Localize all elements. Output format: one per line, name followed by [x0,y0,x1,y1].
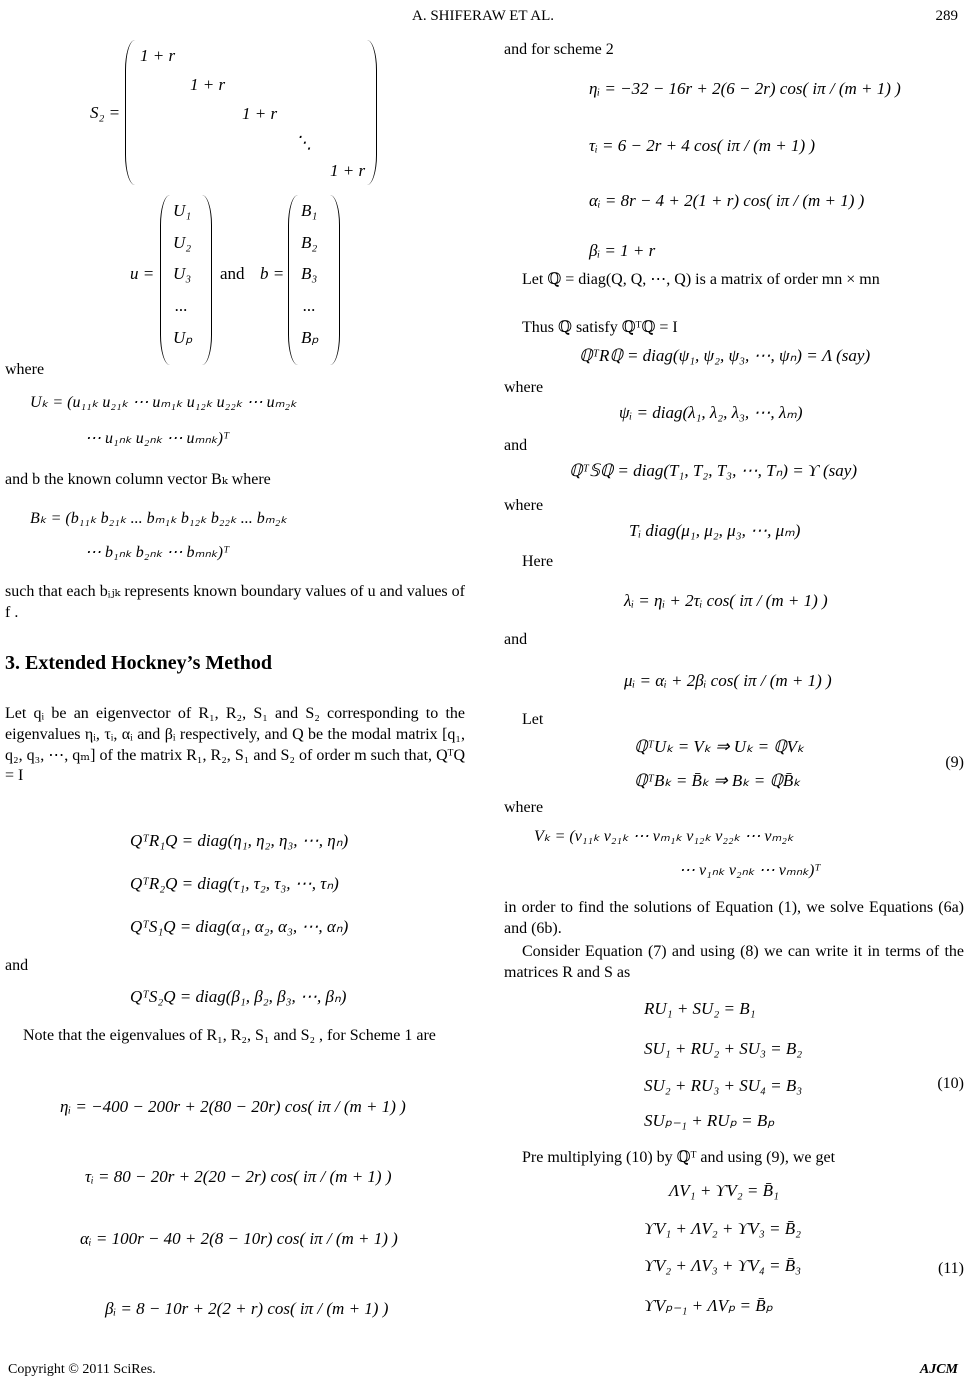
eq10-line-1: RU₁ + SU₂ = B₁ [644,999,756,1018]
known-column-vector-text: and b the known column vector Bₖ where [5,471,271,488]
where-a: where [504,379,544,396]
eq10-line-4: SUₚ₋₁ + RUₚ = Bₚ [644,1111,775,1130]
b-label: b = [260,264,285,283]
uk-definition-line-2: ⋯ u₁ₙₖ u₂ₙₖ ⋯ uₘₙₖ)ᵀ [85,430,230,447]
page-header [0,8,966,28]
eq-s2-diag: QᵀS₂Q = diag(β₁, β₂, β₃, ⋯, βₙ) [130,987,347,1006]
boundary-values-text: such that each bᵢⱼₖ represents known boundary values of u and values of f . [5,583,465,621]
s2-row-3: 1 + r [242,104,278,123]
u-entry-1: U₁ [173,201,192,220]
eq-qrq: ℚᵀRℚ = diag(ψ₁, ψ₂, ψ₃, ⋯, ψₙ) = Λ (say) [579,346,871,365]
scheme1-tau: τᵢ = 80 − 20r + 2(20 − 2r) cos( iπ / (m + 1) ) [85,1167,392,1186]
and-word: and [220,264,245,283]
eq9-b: ℚᵀBₖ = B̄ₖ ⇒ Bₖ = ℚB̄ₖ [634,771,801,790]
eq9-number: (9) [945,754,964,771]
eigenvector-paragraph: Let qᵢ be an eigenvector of R₁, R₂, S₁ and S₂ corresponding to the eigenvalues ηᵢ, τᵢ, αᵢ and βᵢ respectively, and Q be the modal matrix [q₁, q₂, q₃, ⋯, qₘ] of the matrix R₁, R₂, S₁ and S₂ of order m such that, QᵀQ = I [5,705,465,785]
vk-definition-line-2: ⋯ v₁ₙₖ v₂ₙₖ ⋯ vₘₙₖ)ᵀ [679,862,821,879]
let-text: Let [522,711,544,728]
b-entry-3: B₃ [301,264,318,283]
eq10-line-2: SU₁ + RU₂ + SU₃ = B₂ [644,1039,803,1058]
uk-definition-line-1: Uₖ = (u₁₁ₖ u₂₁ₖ ⋯ uₘ₁ₖ u₁₂ₖ u₂₂ₖ ⋯ uₘ₂ₖ [30,394,297,411]
scheme2-alpha: αᵢ = 8r − 4 + 2(1 + r) cos( iπ / (m + 1) ) [589,191,865,210]
eq-s1-diag: QᵀS₁Q = diag(α₁, α₂, α₃, ⋯, αₙ) [130,917,349,936]
eq-t: Tᵢ diag(μ₁, μ₂, μ₃, ⋯, μₘ) [629,521,801,540]
consider-paragraph: Consider Equation (7) and using (8) we can write it in terms of the matrices R and S as [504,943,964,981]
thus-text: Thus ℚ satisfy ℚᵀℚ = I [522,319,678,336]
s2-matrix-block [5,40,465,190]
eq10-number: (10) [937,1075,964,1092]
here-text: Here [522,553,554,570]
vk-definition-line-1: Vₖ = (v₁₁ₖ v₂₁ₖ ⋯ vₘ₁ₖ v₁₂ₖ v₂₂ₖ ⋯ vₘ₂ₖ [534,828,794,845]
b-entry-dots: ... [303,296,316,315]
scheme2-eta: ηᵢ = −32 − 16r + 2(6 − 2r) cos( iπ / (m + 1) ) [589,79,901,98]
eq11-line-2: ϒV₁ + ΛV₂ + ϒV₃ = B̄₂ [644,1219,801,1238]
s2-label: S₂ = [90,103,121,122]
pre-multiplying-text: Pre multiplying (10) by ℚᵀ and using (9), we get [522,1149,836,1166]
s2-row-5: 1 + r [330,161,366,180]
scheme1-eta: ηᵢ = −400 − 200r + 2(80 − 20r) cos( iπ / (m + 1) ) [60,1097,406,1116]
b-entry-2: B₂ [301,233,318,252]
scheme1-beta: βᵢ = 8 − 10r + 2(2 + r) cos( iπ / (m + 1) ) [105,1299,389,1318]
eq9-a: ℚᵀUₖ = Vₖ ⇒ Uₖ = ℚVₖ [634,737,805,756]
page-number: 289 [935,8,958,24]
journal-name: AJCM [919,1362,958,1377]
and-b: and [504,631,528,648]
and-text-2: and [5,957,29,974]
eq11-line-4: ϒVₚ₋₁ + ΛVₚ = B̄ₚ [644,1296,773,1315]
let-q-text: Let ℚ = diag(Q, Q, ⋯, Q) is a matrix of order mn × mn [522,271,880,288]
scheme2-tau: τᵢ = 6 − 2r + 4 cos( iπ / (m + 1) ) [589,136,816,155]
bk-definition-line-2: ⋯ b₁ₙₖ b₂ₙₖ ⋯ bₘₙₖ)ᵀ [85,544,230,561]
eq11-line-3: ϒV₂ + ΛV₃ + ϒV₄ = B̄₃ [644,1256,801,1275]
solutions-paragraph: in order to find the solutions of Equation (1), we solve Equations (6a) and (6b). [504,899,964,937]
eq-r1-diag: QᵀR₁Q = diag(η₁, η₂, η₃, ⋯, ηₙ) [130,831,349,850]
page-footer [8,1362,958,1380]
b-entry-p: Bₚ [301,328,319,347]
u-entry-dots: ... [175,296,188,315]
u-entry-3: U₃ [173,264,192,283]
eq-qsq: ℚᵀ𝕊ℚ = diag(T₁, T₂, T₃, ⋯, Tₙ) = ϒ (say) [569,461,857,480]
scheme2-intro: and for scheme 2 [504,41,614,58]
where-b: where [504,497,544,514]
eq-psi: ψᵢ = diag(λ₁, λ₂, λ₃, ⋯, λₘ) [619,403,803,422]
eq11-number: (11) [937,1260,964,1277]
eq-mu: μᵢ = αᵢ + 2βᵢ cos( iπ / (m + 1) ) [624,671,832,690]
scheme2-beta: βᵢ = 1 + r [589,241,656,260]
s2-row-1: 1 + r [140,46,176,65]
where-c: where [504,799,544,816]
and-a: and [504,437,528,454]
eq10-line-3: SU₂ + RU₃ + SU₄ = B₃ [644,1076,803,1095]
u-entry-p: Uₚ [173,328,193,347]
where-text-1: where [5,361,45,378]
u-entry-2: U₂ [173,233,192,252]
eq-lambda: λᵢ = ηᵢ + 2τᵢ cos( iπ / (m + 1) ) [624,591,828,610]
u-label: u = [130,264,155,283]
eq-r2-diag: QᵀR₂Q = diag(τ₁, τ₂, τ₃, ⋯, τₙ) [130,874,339,893]
s2-row-2: 1 + r [190,75,226,94]
s2-row-dots: ⋱ [295,133,312,152]
bk-definition-line-1: Bₖ = (b₁₁ₖ b₂₁ₖ ... bₘ₁ₖ b₁₂ₖ b₂₂ₖ ... bₘ₂ₖ [30,510,288,527]
section-heading: 3. Extended Hockney’s Method [5,652,273,674]
scheme1-alpha: αᵢ = 100r − 40 + 2(8 − 10r) cos( iπ / (m + 1) ) [80,1229,398,1248]
eigenvalue-note: Note that the eigenvalues of R₁, R₂, S₁ and S₂ , for Scheme 1 are [23,1027,436,1044]
copyright-notice: Copyright © 2011 SciRes. [8,1362,156,1377]
b-entry-1: B₁ [301,201,318,220]
u-b-vectors [5,195,465,370]
eq11-line-1: ΛV₁ + ϒV₂ = B̄₁ [669,1181,779,1200]
running-title: A. SHIFERAW ET AL. [411,8,554,24]
